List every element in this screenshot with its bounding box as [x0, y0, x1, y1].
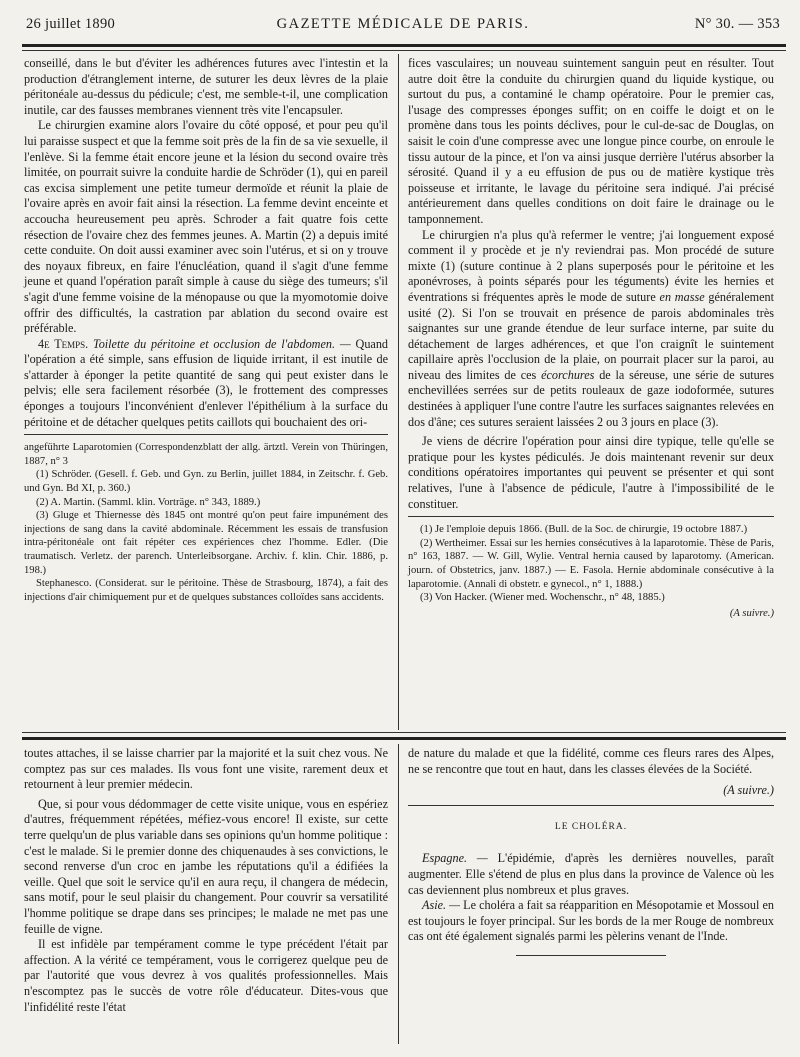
paragraph-text: L'épidémie, d'après les dernières nouvelles, paraît augmenter. Elle s'étend de plus en plus dans la province de Valence où les cas deviennent plus nombreux et plus graves. — [408, 851, 775, 897]
paragraph: Que, si pour vous dédommager de cette visite unique, vous en espériez d'autres, fréquemment répétées, méfiez-vous encore! Il existe, sur cette terre quelqu'un de plus variable dans ses opinions qu'un homme politique : c'est le malade. Si le premier donne des chiquenaudes à ses convictions, le second renverse d'un croc en jambe les réputations qu'il a édifiées la veille. Quel que soit le service qu'il en aura reçu, il changera de médecin, sans motif, pour le seul plaisir du changement. Pour couvrir sa versatilité l'homme politique se drape dans ses principes; le malade ne met pas une feuille de vigne. — [24, 796, 388, 936]
paragraph-text: Quand l'opération a été simple, sans effusion de liquide irritant, il est inutile de s'attarder à éponger la petite quantité de sang qui peut exister dans le pelvis; elle sera facilement résorbée (3), le frottement des compresses éponges a toujours l'inconvénient d'enlever l'épithélium à la surface du péritoine et de détacher quelques petits caillots qui bouchaient des ori- — [24, 336, 389, 429]
paragraph: de nature du malade et que la fidélité, comme ces fleurs rares des Alpes, ne se rencontre que tout en haut, dans les classes élevées de la Société. — [408, 746, 774, 776]
section-title: Toilette du péritoine et occlusion de l'abdomen. — — [93, 336, 351, 351]
paragraph: conseillé, dans le but d'éviter les adhérences futures avec l'intestin et la production d'étranglement interne, de suturer les deux lèvres de la plaie péritonéale au-dessus du pédicule; c'est, me semble-t-il, une complication inutile, car des fausses membranes viennent très vite l'encapsuler. — [24, 56, 388, 117]
paragraph — [408, 898, 774, 945]
footnote: (3) Gluge et Thiernesse dès 1845 ont montré qu'on peut faire impunément des injections de sang dans la cavité abdominale. Récemment les essais de transfusion intra-péritonéale ont fait répéter ces expériences chez l'homme. Edler. (Die traumatisch. Verletz. der parench. Unterleibsorgane. Archiv. f. klin. Chir. 1886, p. 198.) — [24, 510, 388, 576]
footnote: (1) Schröder. (Gesell. f. Geb. und Gyn. zu Berlin, juillet 1884, in Zeitschr. f. Geb. und Gyn. Bd XI, p. 360.) — [24, 469, 388, 495]
paragraph: Il est infidèle par tempérament comme le type précédent l'était par affection. A la vérité ce tempérament, vous le corrigerez quelque peu de par l'autorité que vous devrez à vos qualités professionnelles. Mais n'escomptez pas le succès de votre rôle d'éducateur. Dites-vous que l'infidélité reste l'état — [24, 937, 388, 1014]
footnote-rule — [24, 434, 388, 435]
paragraph-text: généralement usité (2). Si l'on se trouvait en présence de parois abdominales très saignantes sur une grande étendue de leur surface interne, par suite du détachement de larges adhérences, et que l'on craignît le suintement capillaire après l'occlusion de la plaie, on pourrait placer sur la paroi, au niveau des limites de ces — [408, 289, 775, 382]
paragraph-text: Le chirurgien n'a plus qu'à refermer le ventre; j'ai longuement exposé comment il y procède et je n'y reviendrai pas. Mon procédé de suture mixte (1) (suture continue à 2 plans superposés pour le péritoine et les aponévroses, à points séparés pour les téguments) évite les hernies et éventrations si fréquentes après le mode de suture — [408, 227, 774, 304]
footnote: angeführte Laparotomien (Correspondenzblatt der allg. ärtztl. Verein von Thüringen, 1887, n° 3 — [24, 442, 388, 467]
footnote: (3) Von Hacker. (Wiener med. Wochenschr., n° 48, 1885.) — [420, 592, 665, 604]
region-label: Asie. — — [422, 898, 460, 913]
footnote: (2) A. Martin. (Samml. klin. Vorträge. n° 343, 1889.) — [36, 496, 261, 508]
section-rule — [408, 805, 774, 806]
column-separator — [398, 54, 399, 730]
region-label: Espagne. — — [422, 851, 488, 866]
journal-title: GAZETTE MÉDICALE DE PARIS. — [276, 16, 530, 32]
section-lead: 4e Temps. — [38, 336, 89, 351]
emphasis: en masse — [659, 289, 705, 304]
paragraph: toutes attaches, il se laisse charrier par la majorité et la suit chez vous. Ne comptez pas sur ces malades. Ils vous font une visite, rarement deux et retournent à leur premier médecin. — [24, 746, 388, 792]
footnote: (2) Wertheimer. Essai sur les hernies consécutives à la laparotomie. Thèse de Paris, n° 163, 1887. — W. Gill, Wylie. Ventral hernia caused by laparotomy. (American. journ. of Obstetrics, janv. 1887.) — E. Fasola. Hernie abdominale consécutive à la laparotomie. (Annali di obstetr. e gynecol., n° 1, 1888.) — [408, 537, 774, 590]
section-heading: LE CHOLÉRA. — [554, 821, 628, 832]
footnote-rule — [408, 516, 774, 517]
header-rule-thin — [22, 50, 786, 51]
bottom-left-column — [24, 746, 388, 1015]
paragraph — [408, 228, 774, 431]
page-header — [26, 16, 780, 40]
top-left-column — [24, 56, 388, 604]
footnotes — [408, 523, 774, 620]
end-rule — [516, 955, 666, 956]
footnotes — [24, 441, 388, 604]
paragraph: Le chirurgien examine alors l'ovaire du côté opposé, et pour peu qu'il lui paraisse suspect et que la femme soit près de la fin de sa vie sexuelle, il l'enlève. Si la femme était encore jeune et la lésion du second ovaire très limitée, on pourrait suivre la conduite hardie de Schröder (1), qui en pareil cas excisa simplement une petite tumeur dermoïde et réunit la plaie de l'ovaire après en avoir fait ainsi la résection. La femme devint enceinte et accoucha heureusement peu après. Schroder a fait quatre fois cette résection de l'ovaire chez des femmes jeunes. A. Martin (2) a depuis imité cette conduite. On doit aussi examiner avec soin l'utérus, et si on y trouve des noyaux fibreux, en faire l'énucléation, quand il s'agit d'une femme jeune et quand l'opération paraît simple à cause du siège des tumeurs; s'il s'agit d'une femme voisine de la ménopause ou que la myomotomie doive offrir des difficultés, la castration par ablation du second ovaire est préférable. — [24, 118, 388, 336]
section-rule-thick — [22, 737, 786, 740]
bottom-right-column — [408, 746, 774, 956]
column-separator — [398, 744, 399, 1044]
footnote: (1) Je l'emploie depuis 1866. (Bull. de la Soc. de chirurgie, 19 octobre 1887.) — [420, 524, 748, 536]
top-right-column — [408, 56, 774, 620]
paragraph-text: Le choléra a fait sa réapparition en Mésopotamie et Mossoul en est toujours le foyer principal. Sur les bords de la mer Rouge de nombreux cas ont été également signalés parmi les pèlerins venant de l'Inde. — [408, 898, 774, 944]
emphasis: écorchures — [541, 367, 595, 382]
header-rule — [22, 44, 786, 47]
newspaper-page — [14, 10, 786, 1050]
paragraph: Je viens de décrire l'opération pour ainsi dire typique, telle qu'elle se pratique pour les kystes pédiculés. Je dois maintenant revenir sur deux conditions opératoires importantes qui peuvent se présenter et qui sont relatives, l'une à l'absence de pédicule, l'autre à l'impossibilité de le constituer. — [408, 434, 774, 511]
header-date: 26 juillet 1890 — [26, 16, 116, 32]
footnote: Stephanesco. (Considerat. sur le péritoine. Thèse de Strasbourg, 1874), a fait des injections d'air chimiquement pur et de quelques substances colloïdes sans accidents. — [24, 578, 388, 603]
paragraph-text: de la séreuse, une série de sutures enchevillées serrées sur de petits rouleaux de gaze iodoformée, sutures destinées à appliquer l'une contre l'autre les surfaces saignantes relevées en dos d'âne; ces sutures seraient laissées 2 ou 3 jours en place (3). — [408, 367, 774, 429]
issue-number: N° 30. — 353 — [694, 16, 780, 32]
to-be-continued: (A suivre.) — [729, 607, 774, 619]
to-be-continued: (A suivre.) — [723, 783, 774, 798]
paragraph: fices vasculaires; un nouveau suintement sanguin peut en résulter. Tout autre doit être la conduite du chirurgien quand du liquide kystique, ou surtout du pus, a contaminé le champ opératoire. Pour le premier cas, l'usage des compresses éponges suffit; on en coiffe le doigt et on le promène dans tous les points déclives, pour le cul-de-sac de Douglas, on saisit le coin d'une compresse avec une longue pince courbe, on enroule le tissu autour de la pince, et l'on va ainsi jusque derrière l'utérus absorber la sérosité. Quand il y a eu effusion de pus ou de matière kystique très poisseuse et irritante, le lavage du péritoine sera indiqué. J'ai précisé antérieurement dans quelles conditions on doit faire le drainage ou le tamponnement. — [408, 56, 774, 226]
paragraph — [24, 337, 388, 431]
section-rule — [22, 732, 786, 733]
paragraph — [408, 851, 774, 898]
